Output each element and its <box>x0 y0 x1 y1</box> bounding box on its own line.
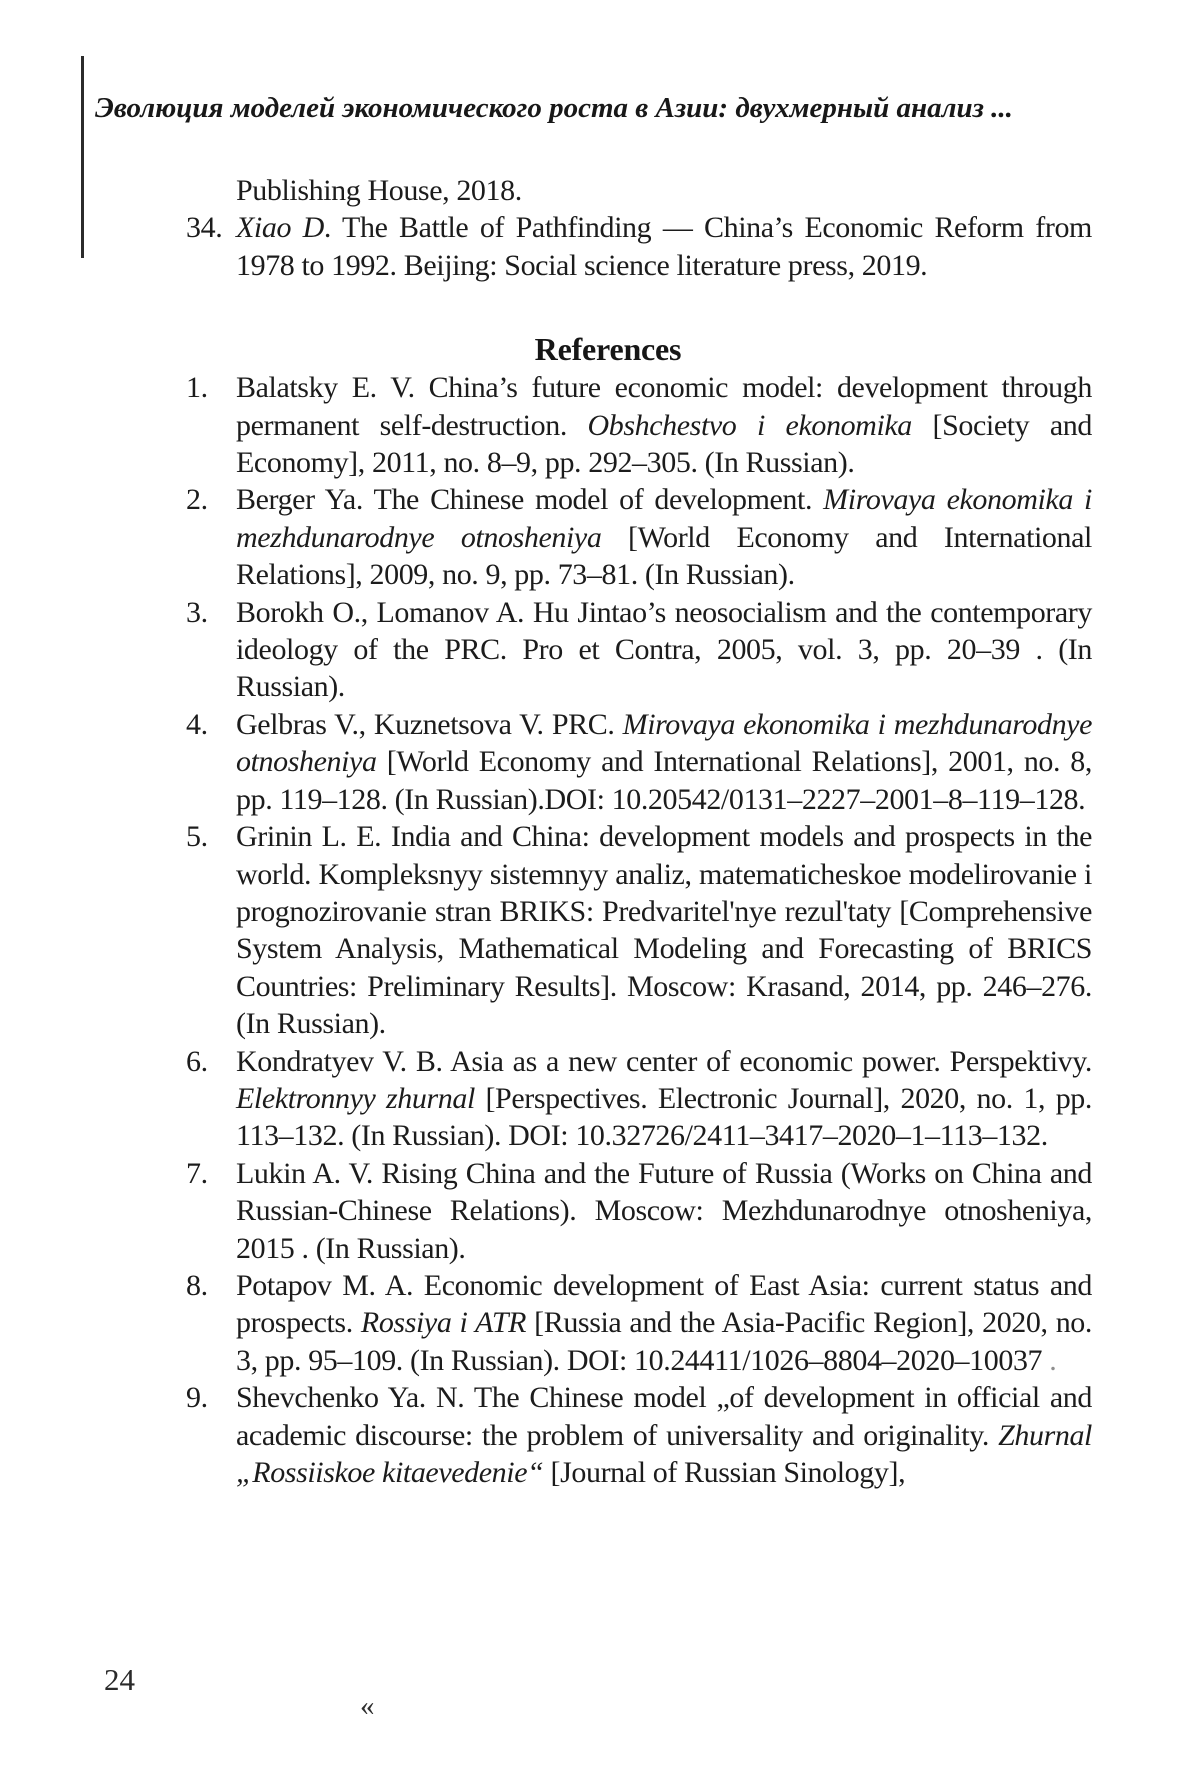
references-heading: References <box>534 331 682 368</box>
reference-segment: Zhurnal „Rossiiskoe kitaevedenie“ <box>236 1418 1092 1489</box>
running-head: Эволюция моделей экономического роста в Азии: двухмерный анализ ... <box>95 92 1013 124</box>
reference-number: 3. <box>186 595 208 629</box>
reference-item <box>186 818 1092 1042</box>
reference-segment: Rossiya i ATR <box>360 1306 527 1340</box>
reference-number: 34. <box>186 211 223 245</box>
carryover-text: Publishing House, 2018. <box>236 174 522 207</box>
reference-number: 9. <box>186 1381 208 1415</box>
page-number: 24 <box>104 1662 135 1697</box>
reference-number: 1. <box>186 371 208 405</box>
references-list <box>186 369 1092 1491</box>
reference-text <box>236 1155 1092 1267</box>
reference-item <box>186 594 1092 706</box>
reference-segment: [Perspectives. Electronic Journal], 2020, no. 1, pp. 113–132. (In Russian). DOI: 10.32726/2411–3417–2020–1–113–132. <box>236 1081 1092 1153</box>
reference-segment: Potapov M. A. Economic development of East Asia: current status and prospects. <box>236 1268 1092 1340</box>
reference-item <box>186 209 1092 284</box>
reference-text <box>236 1043 1092 1155</box>
reference-text <box>236 369 1092 481</box>
reference-text <box>236 706 1092 818</box>
reference-segment: [World Economy and International Relations], 2009, no. 9, pp. 73–81. (In Russian). <box>236 520 1092 592</box>
reference-segment: [Russia and the Asia-Pacific Region], 2020, no. 3, pp. 95–109. (In Russian). DOI: 10.24411/1026–8804–2020–10037 <box>236 1306 1092 1377</box>
reference-item <box>186 1379 1092 1491</box>
reference-segment: . <box>1042 1343 1057 1377</box>
numbered-list-tail <box>186 209 1092 284</box>
reference-text <box>236 818 1092 1042</box>
reference-segment: Obshchestvo i ekonomika <box>587 408 912 442</box>
reference-item <box>186 369 1092 481</box>
reference-segment: Elektronnyy zhurnal <box>236 1081 475 1115</box>
reference-segment: Kondratyev V. B. Asia as a new center of economic power. Perspektivy. <box>236 1044 1092 1078</box>
reference-text <box>236 594 1092 706</box>
reference-number: 7. <box>186 1156 208 1190</box>
reference-text <box>236 209 1092 284</box>
reference-number: 4. <box>186 707 208 741</box>
reference-segment: Balatsky E. V. China’s future economic model: development through permanent self-destruction. <box>236 371 1092 442</box>
footer-guillemet-mark: « <box>360 1690 375 1722</box>
reference-segment: Lukin A. V. Rising China and the Future of Russia (Works on China and Russian-Chinese Relations). Moscow: Mezhdunarodnye otnosheniya, 2015 . (In Russian). <box>236 1156 1092 1265</box>
reference-item <box>186 1043 1092 1155</box>
reference-text <box>236 1379 1092 1491</box>
reference-segment: Borokh O., Lomanov A. Hu Jintao’s neosocialism and the contemporary ideology of the PRC. Pro et Contra, 2005, vol. 3, pp. 20–39 . (In Russian). <box>236 595 1092 704</box>
reference-item <box>186 1267 1092 1379</box>
reference-item <box>186 1155 1092 1267</box>
reference-number: 5. <box>186 820 208 854</box>
reference-segment: [Journal of Russian Sinology], <box>543 1456 906 1489</box>
reference-item <box>186 481 1092 593</box>
reference-item <box>186 706 1092 818</box>
reference-number: 2. <box>186 483 208 517</box>
reference-segment: Mirovaya ekonomika i mezhdunarodnye otnosheniya <box>236 483 1092 554</box>
reference-segment: [Society and Economy], 2011, no. 8–9, pp. 292–305. (In Russian). <box>236 408 1092 480</box>
content-column <box>186 172 1092 1491</box>
left-margin-rule <box>81 56 84 258</box>
reference-number: 8. <box>186 1268 208 1302</box>
reference-segment: Berger Ya. The Chinese model of development. <box>236 483 824 517</box>
reference-text <box>236 481 1092 593</box>
reference-segment: . The Battle of Pathfinding — China’s Economic Reform from 1978 to 1992. Beijing: Social science literature press, 2019. <box>236 211 1092 282</box>
reference-segment: Grinin L. E. India and China: development models and prospects in the world. Kompleksnyy sistemnyy analiz, matematicheskoe modelirovanie i prognozirovanie stran BRIKS: Predvaritel'nye rezul'taty [Comprehensive System Analysis, Mathematical Modeling and Forecasting of BRICS Countries: Preliminary Results]. Moscow: Krasand, 2014, pp. 246–276. (In Russian). <box>236 820 1092 1041</box>
carryover-line <box>186 172 1092 209</box>
reference-segment: Xiao D <box>236 211 324 245</box>
reference-segment: Mirovaya ekonomika i mezhdunarodnye otnosheniya <box>236 707 1093 779</box>
reference-text <box>236 1267 1092 1379</box>
reference-number: 6. <box>186 1044 208 1078</box>
reference-segment: Shevchenko Ya. N. The Chinese model „of development in official and academic discourse: the problem of universality and originality. <box>236 1381 1092 1452</box>
reference-segment: [World Economy and International Relations], 2001, no. 8, pp. 119–128. (In Russian).DOI: 10.20542/0131–2227–2001–8–119–128. <box>236 745 1092 816</box>
reference-segment: Gelbras V., Kuznetsova V. PRC. <box>236 707 623 741</box>
